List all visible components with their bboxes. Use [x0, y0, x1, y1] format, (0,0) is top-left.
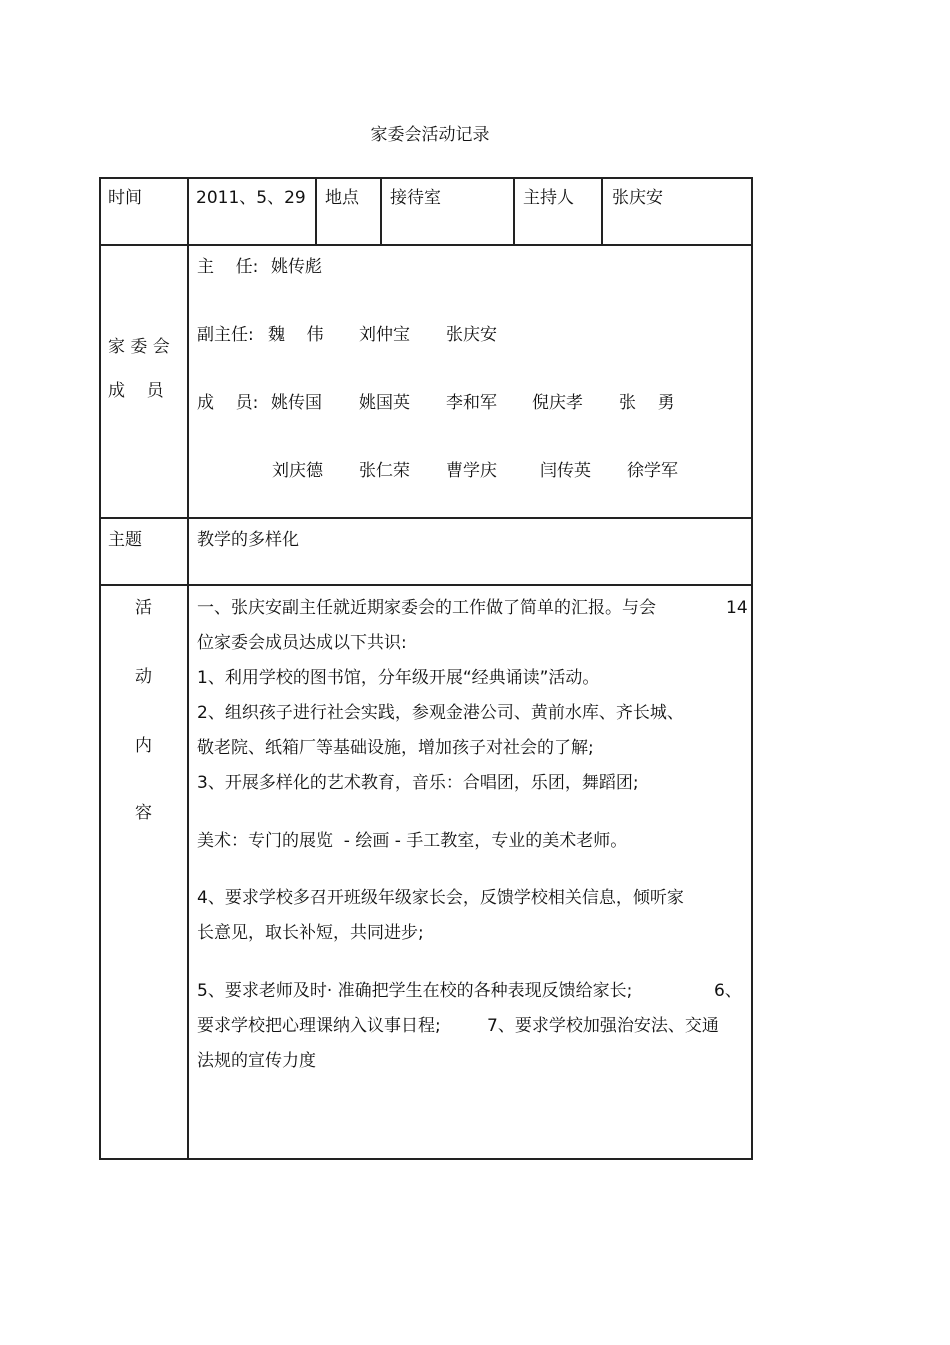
members-list-label: 成 员: — [197, 393, 259, 413]
activity-number: 6、 — [714, 981, 742, 1001]
member-name: 徐学军 — [627, 461, 678, 481]
activity-line: 位家委会成员达成以下共识: — [197, 633, 407, 653]
time-value: 2011、5、29 — [196, 188, 306, 208]
header-divider — [513, 177, 515, 245]
members-label-line1: 家 委 会 — [108, 337, 170, 357]
place-label: 地点 — [325, 188, 359, 208]
director-name: 姚传彪 — [271, 257, 322, 277]
activity-label-char: 内 — [135, 736, 152, 756]
table-border-top — [99, 177, 753, 179]
activity-line: 长意见，取长补短，共同进步; — [197, 923, 424, 943]
member-name: 姚国英 — [359, 393, 410, 413]
header-divider — [380, 177, 382, 245]
director-label: 主 任: — [197, 257, 259, 277]
member-name: 张仁荣 — [359, 461, 410, 481]
activity-label-char: 活 — [135, 598, 152, 618]
table-border-right — [751, 177, 753, 1159]
activity-line: 1、利用学校的图书馆，分年级开展“经典诵读”活动。 — [197, 668, 600, 688]
table-divider — [99, 584, 753, 586]
member-name: 刘庆德 — [272, 461, 323, 481]
header-divider — [601, 177, 603, 245]
activity-line: 敬老院、纸箱厂等基础设施，增加孩子对社会的了解; — [197, 738, 594, 758]
time-label: 时间 — [108, 188, 142, 208]
deputy-name: 刘仲宝 — [359, 325, 410, 345]
activity-line: 7、要求学校加强治安法、交通 — [487, 1016, 719, 1036]
activity-line: 3、开展多样化的艺术教育，音乐：合唱团，乐团，舞蹈团; — [197, 773, 639, 793]
deputy-label: 副主任: — [197, 325, 254, 345]
activity-label-char: 容 — [135, 803, 152, 823]
table-divider — [99, 517, 753, 519]
label-column-divider — [187, 177, 189, 1159]
activity-line: 2、组织孩子进行社会实践，参观金港公司、黄前水库、齐长城、 — [197, 703, 684, 723]
activity-line: 要求学校把心理课纳入议事日程; — [197, 1016, 441, 1036]
member-name: 张 勇 — [619, 393, 675, 413]
activity-line: 一、张庆安副主任就近期家委会的工作做了简单的汇报。与会 — [197, 598, 656, 618]
member-name: 闫传英 — [540, 461, 591, 481]
topic-value: 教学的多样化 — [197, 530, 299, 550]
activity-number: 14 — [726, 598, 748, 618]
table-border-bottom — [99, 1158, 753, 1160]
activity-line: 法规的宣传力度 — [197, 1051, 316, 1071]
table-divider — [99, 244, 753, 246]
place-value: 接待室 — [390, 188, 441, 208]
member-name: 李和军 — [446, 393, 497, 413]
host-label: 主持人 — [523, 188, 574, 208]
host-value: 张庆安 — [612, 188, 663, 208]
topic-label: 主题 — [108, 530, 142, 550]
member-name: 曹学庆 — [446, 461, 497, 481]
activity-label-char: 动 — [135, 667, 152, 687]
activity-line: 美术：专门的展览 - 绘画 - 手工教室，专业的美术老师。 — [197, 831, 628, 851]
members-label-line2: 成 员 — [108, 381, 164, 401]
member-name: 倪庆孝 — [532, 393, 583, 413]
header-divider — [315, 177, 317, 245]
deputy-name: 张庆安 — [446, 325, 497, 345]
table-border-left — [99, 177, 101, 1159]
member-name: 姚传国 — [271, 393, 322, 413]
page-title: 家委会活动记录 — [370, 125, 490, 145]
activity-line: 5、要求老师及时· 准确把学生在校的各种表现反馈给家长; — [197, 981, 633, 1001]
deputy-name: 魏 伟 — [268, 325, 324, 345]
activity-line: 4、要求学校多召开班级年级家长会，反馈学校相关信息，倾听家 — [197, 888, 684, 908]
